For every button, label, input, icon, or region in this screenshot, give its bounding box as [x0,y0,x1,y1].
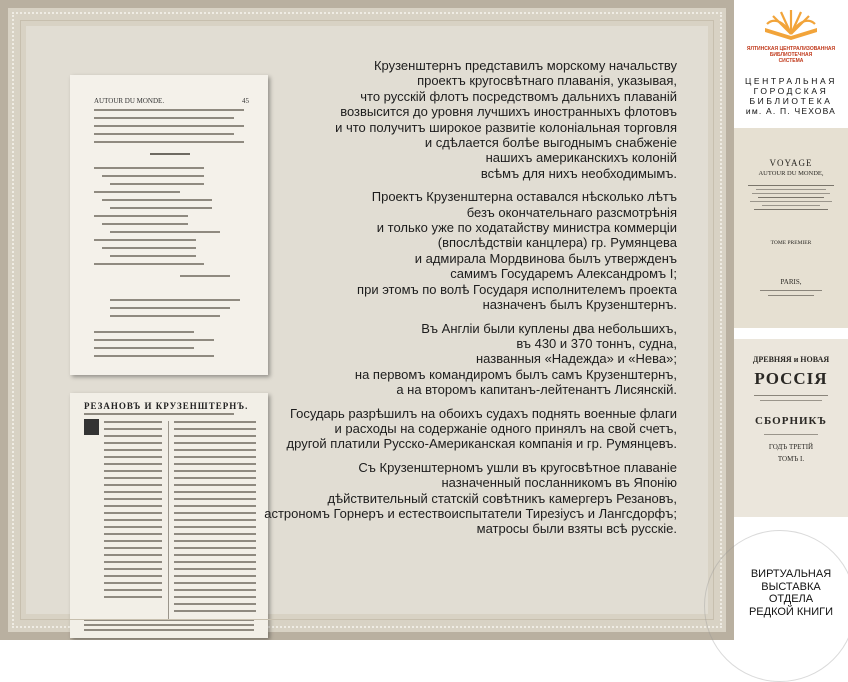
printed-text-line [102,199,212,201]
printed-text-line [94,347,194,349]
printed-text-line [94,331,194,333]
text-line: астрономъ Горнеръ и естествоиспытатели Тирезіусъ и Лангсдорфъ; [264,505,677,521]
org-line: БИБЛИОТЕЧНАЯ [769,52,813,58]
cover-title: ДРЕВНЯЯ и НОВАЯ [752,355,830,364]
printed-text-line [94,339,214,341]
exhibit-label [738,568,844,618]
printed-text-line [104,428,162,430]
org-line: СИСТЕМА [778,58,804,64]
printed-text-line [104,582,162,584]
printed-text-line [104,435,162,437]
ornamental-frame [8,8,726,632]
text-line: и только уже по ходатайству министра коммерціи [376,220,677,236]
printed-text-line [174,568,256,570]
printed-text-line [94,215,188,217]
text-line: Съ Крузенштерномъ ушли въ кругосвѣтное плаваніе [358,459,677,475]
text-line: нашихъ американскихъ колоній [485,150,677,166]
printed-text-line [84,619,254,621]
text-line: безъ окончательнаго разсмотрѣнія [466,204,677,220]
cover-year: ГОДЪ ТРЕТІЙ [768,443,814,451]
library-name-line: БИБЛИОТЕКА [749,96,833,106]
printed-text-line [94,239,196,241]
printed-text-line [104,442,162,444]
slide-content [55,55,695,603]
printed-text-line [150,153,190,155]
printed-text-line [104,589,162,591]
column-divider [168,421,169,621]
text-line: назначенъ былъ Крузенштернъ. [482,297,677,313]
exhibit-line: ОТДЕЛА [768,593,814,605]
cover-title: VOYAGE [769,158,813,168]
printed-text-line [104,519,162,521]
text-paragraph [207,460,677,537]
text-line: всѣмъ для нихъ необходимымъ. [480,165,677,181]
printed-text-line [104,568,162,570]
printed-text-line [84,624,254,626]
text-line: самимъ Государемъ Александромъ I; [450,266,677,282]
open-book-logo-icon [761,6,821,42]
right-sidebar [734,0,848,640]
text-line: Въ Англіи были куплены два небольшихъ, [421,320,677,336]
printed-text-line [104,421,162,423]
library-name-line: ГОРОДСКАЯ [753,86,829,96]
text-line: въ 430 и 370 тоннъ, судна, [516,335,677,351]
article-title: РЕЗАНОВЪ И КРУЗЕНШТЕРНЪ. [84,401,249,411]
text-line: и что получитъ широкое развитіе колоніальная торговля [335,119,677,135]
text-line: возвысится до уровня лучшихъ иностранныхъ флотовъ [340,104,677,120]
printed-text-line [104,470,162,472]
drop-cap [84,419,99,435]
text-line: что русскій флотъ посредствомъ дальнихъ плаваній [360,88,677,104]
text-paragraph [207,58,677,181]
printed-text-line [104,575,162,577]
text-line: матросы были взяты всѣ русскіе. [476,521,677,537]
printed-text-line [174,575,256,577]
printed-text-line [174,603,256,605]
cover-city: PARIS, [780,278,802,286]
printed-text-line [94,167,204,169]
text-line: Проектъ Крузенштерна оставался нѣсколько лѣтъ [371,189,677,205]
printed-text-line [104,554,162,556]
printed-text-line [104,561,162,563]
printed-text-line [104,498,162,500]
text-line: названныя «Надежда» и «Нева»; [476,351,677,367]
printed-text-line [94,191,180,193]
text-line: и адмирала Мордвинова былъ утвержденъ [414,250,677,266]
library-name [738,76,844,116]
text-line: при этомъ по волѣ Государя исполнителемъ проекта [357,281,677,297]
printed-text-line [94,263,204,265]
text-line: другой платили Русско-Американская компанія и гр. Румянцевъ. [286,436,677,452]
exhibit-line: РЕДКОЙ КНИГИ [748,605,834,618]
printed-text-line [110,207,212,209]
printed-text-line [104,505,162,507]
text-line: и расходы на содержаніе одного принялъ на свой счетъ, [334,420,677,436]
printed-text-line [102,223,188,225]
library-name-line: ЦЕНТРАЛЬНАЯ [745,76,837,86]
printed-text-line [104,477,162,479]
org-line: ЯЛТИНСКАЯ ЦЕНТРАЛИЗОВАННАЯ [746,46,836,52]
printed-text-line [174,547,256,549]
text-line: на первомъ командиромъ былъ самъ Крузенштернъ, [354,366,677,382]
cover-title-main: РОССІЯ [754,369,828,388]
printed-text-line [174,610,256,612]
book-cover-drevnyaya-rossiya [734,339,848,517]
printed-text-line [104,540,162,542]
cover-volume: TOME PREMIER [770,240,812,246]
printed-text-line [110,255,196,257]
printed-text-line [102,175,204,177]
printed-text-line [104,512,162,514]
main-text-column [207,58,677,545]
printed-text-line [104,526,162,528]
library-named-after: им. А. П. ЧЕХОВА [745,106,837,116]
printed-text-line [104,456,162,458]
exhibit-line: ВИРТУАЛЬНАЯ [750,568,832,580]
text-line: Крузенштернъ представилъ морскому начальству [373,58,677,73]
printed-text-line [174,561,256,563]
printed-text-line [104,449,162,451]
text-line: Государь разрѣшилъ на обоихъ судахъ поднять военные флаги [289,405,677,421]
printed-text-line [94,355,214,357]
cover-volume: ТОМЪ I. [777,455,805,463]
library-logo-block [734,0,848,128]
printed-text-line [104,547,162,549]
printed-text-line [174,589,256,591]
printed-text-line [174,554,256,556]
text-paragraph [207,321,677,398]
org-name [738,46,844,64]
text-line: дѣйствительный статскій совѣтникъ камергеръ Резановъ, [327,490,677,506]
cover-subtitle: СБОРНИКЪ [755,415,827,427]
printed-text-line [174,596,256,598]
text-paragraph [207,406,677,452]
exhibit-line: ВЫСТАВКА [761,580,821,593]
printed-text-line [104,596,162,598]
book-cover-voyage [734,128,848,328]
page-header: AUTOUR DU MONDE. [94,97,165,105]
printed-text-line [104,533,162,535]
printed-text-line [104,463,162,465]
printed-text-line [104,491,162,493]
text-line: назначенный посланникомъ въ Японію [441,475,677,491]
printed-text-line [110,183,204,185]
printed-text-line [110,231,220,233]
printed-text-line [84,629,254,631]
text-line: и сдѣлается болѣе выгоднымъ снабженіе [424,135,677,151]
printed-text-line [104,484,162,486]
cover-subtitle: AUTOUR DU MONDE, [758,170,824,177]
text-line: проектъ кругосвѣтнаго плаванія, указывая, [417,73,677,89]
printed-text-line [102,247,196,249]
page-number: 45 [242,97,249,105]
text-line: (впослѣдствіи канцлера) гр. Румянцева [437,235,677,251]
text-paragraph [207,189,677,312]
printed-text-line [110,315,220,317]
text-line: а на второмъ капитанъ-лейтенантъ Лисянскій. [396,382,677,398]
printed-text-line [174,582,256,584]
